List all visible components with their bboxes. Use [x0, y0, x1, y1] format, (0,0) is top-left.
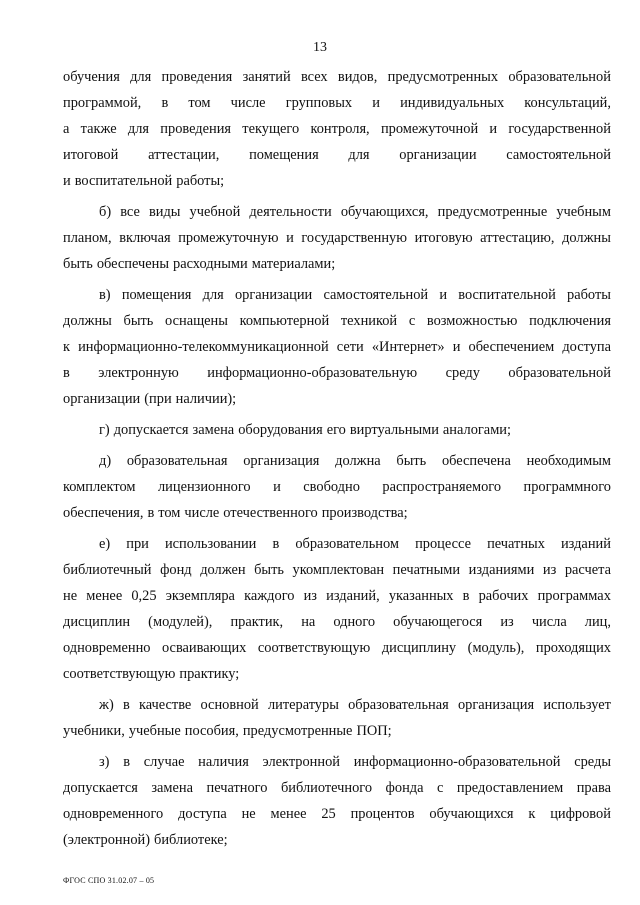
text-line: г) допускается замена оборудования его виртуальными аналогами; — [99, 422, 511, 438]
paragraph — [63, 692, 611, 744]
paragraph — [63, 749, 611, 853]
text-line: комплектом лицензионного и свободно распространяемого программного — [63, 479, 611, 495]
page-number: 13 — [313, 40, 327, 55]
text-line: в) помещения для организации самостоятельной и воспитательной работы — [99, 287, 611, 303]
text-line: должны быть оснащены компьютерной техникой с возможностью подключения — [63, 313, 611, 329]
text-line: соответствующую практику; — [63, 666, 240, 682]
text-line: не менее 0,25 экземпляра каждого из изданий, указанных в рабочих программах — [63, 588, 611, 604]
text-line: е) при использовании в образовательном процессе печатных изданий — [99, 536, 611, 552]
document-body — [63, 64, 611, 853]
text-line: обеспечения, в том числе отечественного производства; — [63, 505, 408, 521]
text-line: к информационно-телекоммуникационной сети «Интернет» и обеспечением доступа — [63, 339, 611, 355]
text-line: одновременного доступа не менее 25 процентов обучающихся к цифровой — [63, 806, 611, 822]
text-line: программой, в том числе групповых и индивидуальных консультаций, — [63, 95, 611, 111]
text-line: д) образовательная организация должна быть обеспечена необходимым — [99, 453, 611, 469]
paragraph — [63, 64, 611, 194]
paragraph — [63, 448, 611, 526]
text-line: (электронной) библиотеке; — [63, 832, 228, 848]
page-footer: ФГОС СПО 31.02.07 – 05 — [63, 876, 155, 885]
text-line: учебники, учебные пособия, предусмотренные ПОП; — [63, 723, 392, 739]
text-line: з) в случае наличия электронной информационно-образовательной среды — [99, 754, 611, 770]
paragraph — [63, 531, 611, 687]
text-line: быть обеспечены расходными материалами; — [63, 256, 336, 272]
paragraph — [63, 417, 611, 443]
text-line: б) все виды учебной деятельности обучающихся, предусмотренные учебным — [99, 204, 611, 220]
paragraph — [63, 282, 611, 412]
text-line: а также для проведения текущего контроля, промежуточной и государственной — [63, 121, 611, 137]
text-line: планом, включая промежуточную и государственную итоговую аттестацию, должны — [63, 230, 611, 246]
text-line: ж) в качестве основной литературы образовательная организация использует — [99, 697, 611, 713]
text-line: допускается замена печатного библиотечного фонда с предоставлением права — [63, 780, 611, 796]
text-line: одновременно осваивающих соответствующую дисциплину (модуль), проходящих — [63, 640, 611, 656]
text-line: итоговой аттестации, помещения для организации самостоятельной — [63, 147, 611, 163]
text-line: библиотечный фонд должен быть укомплектован печатными изданиями из расчета — [63, 562, 611, 578]
text-line: обучения для проведения занятий всех видов, предусмотренных образовательной — [63, 69, 611, 85]
paragraph — [63, 199, 611, 277]
text-line: и воспитательной работы; — [63, 173, 225, 189]
text-line: в электронную информационно-образовательную среду образовательной — [63, 365, 611, 381]
text-line: организации (при наличии); — [63, 391, 237, 407]
text-line: дисциплин (модулей), практик, на одного обучающегося из числа лиц, — [63, 614, 611, 630]
